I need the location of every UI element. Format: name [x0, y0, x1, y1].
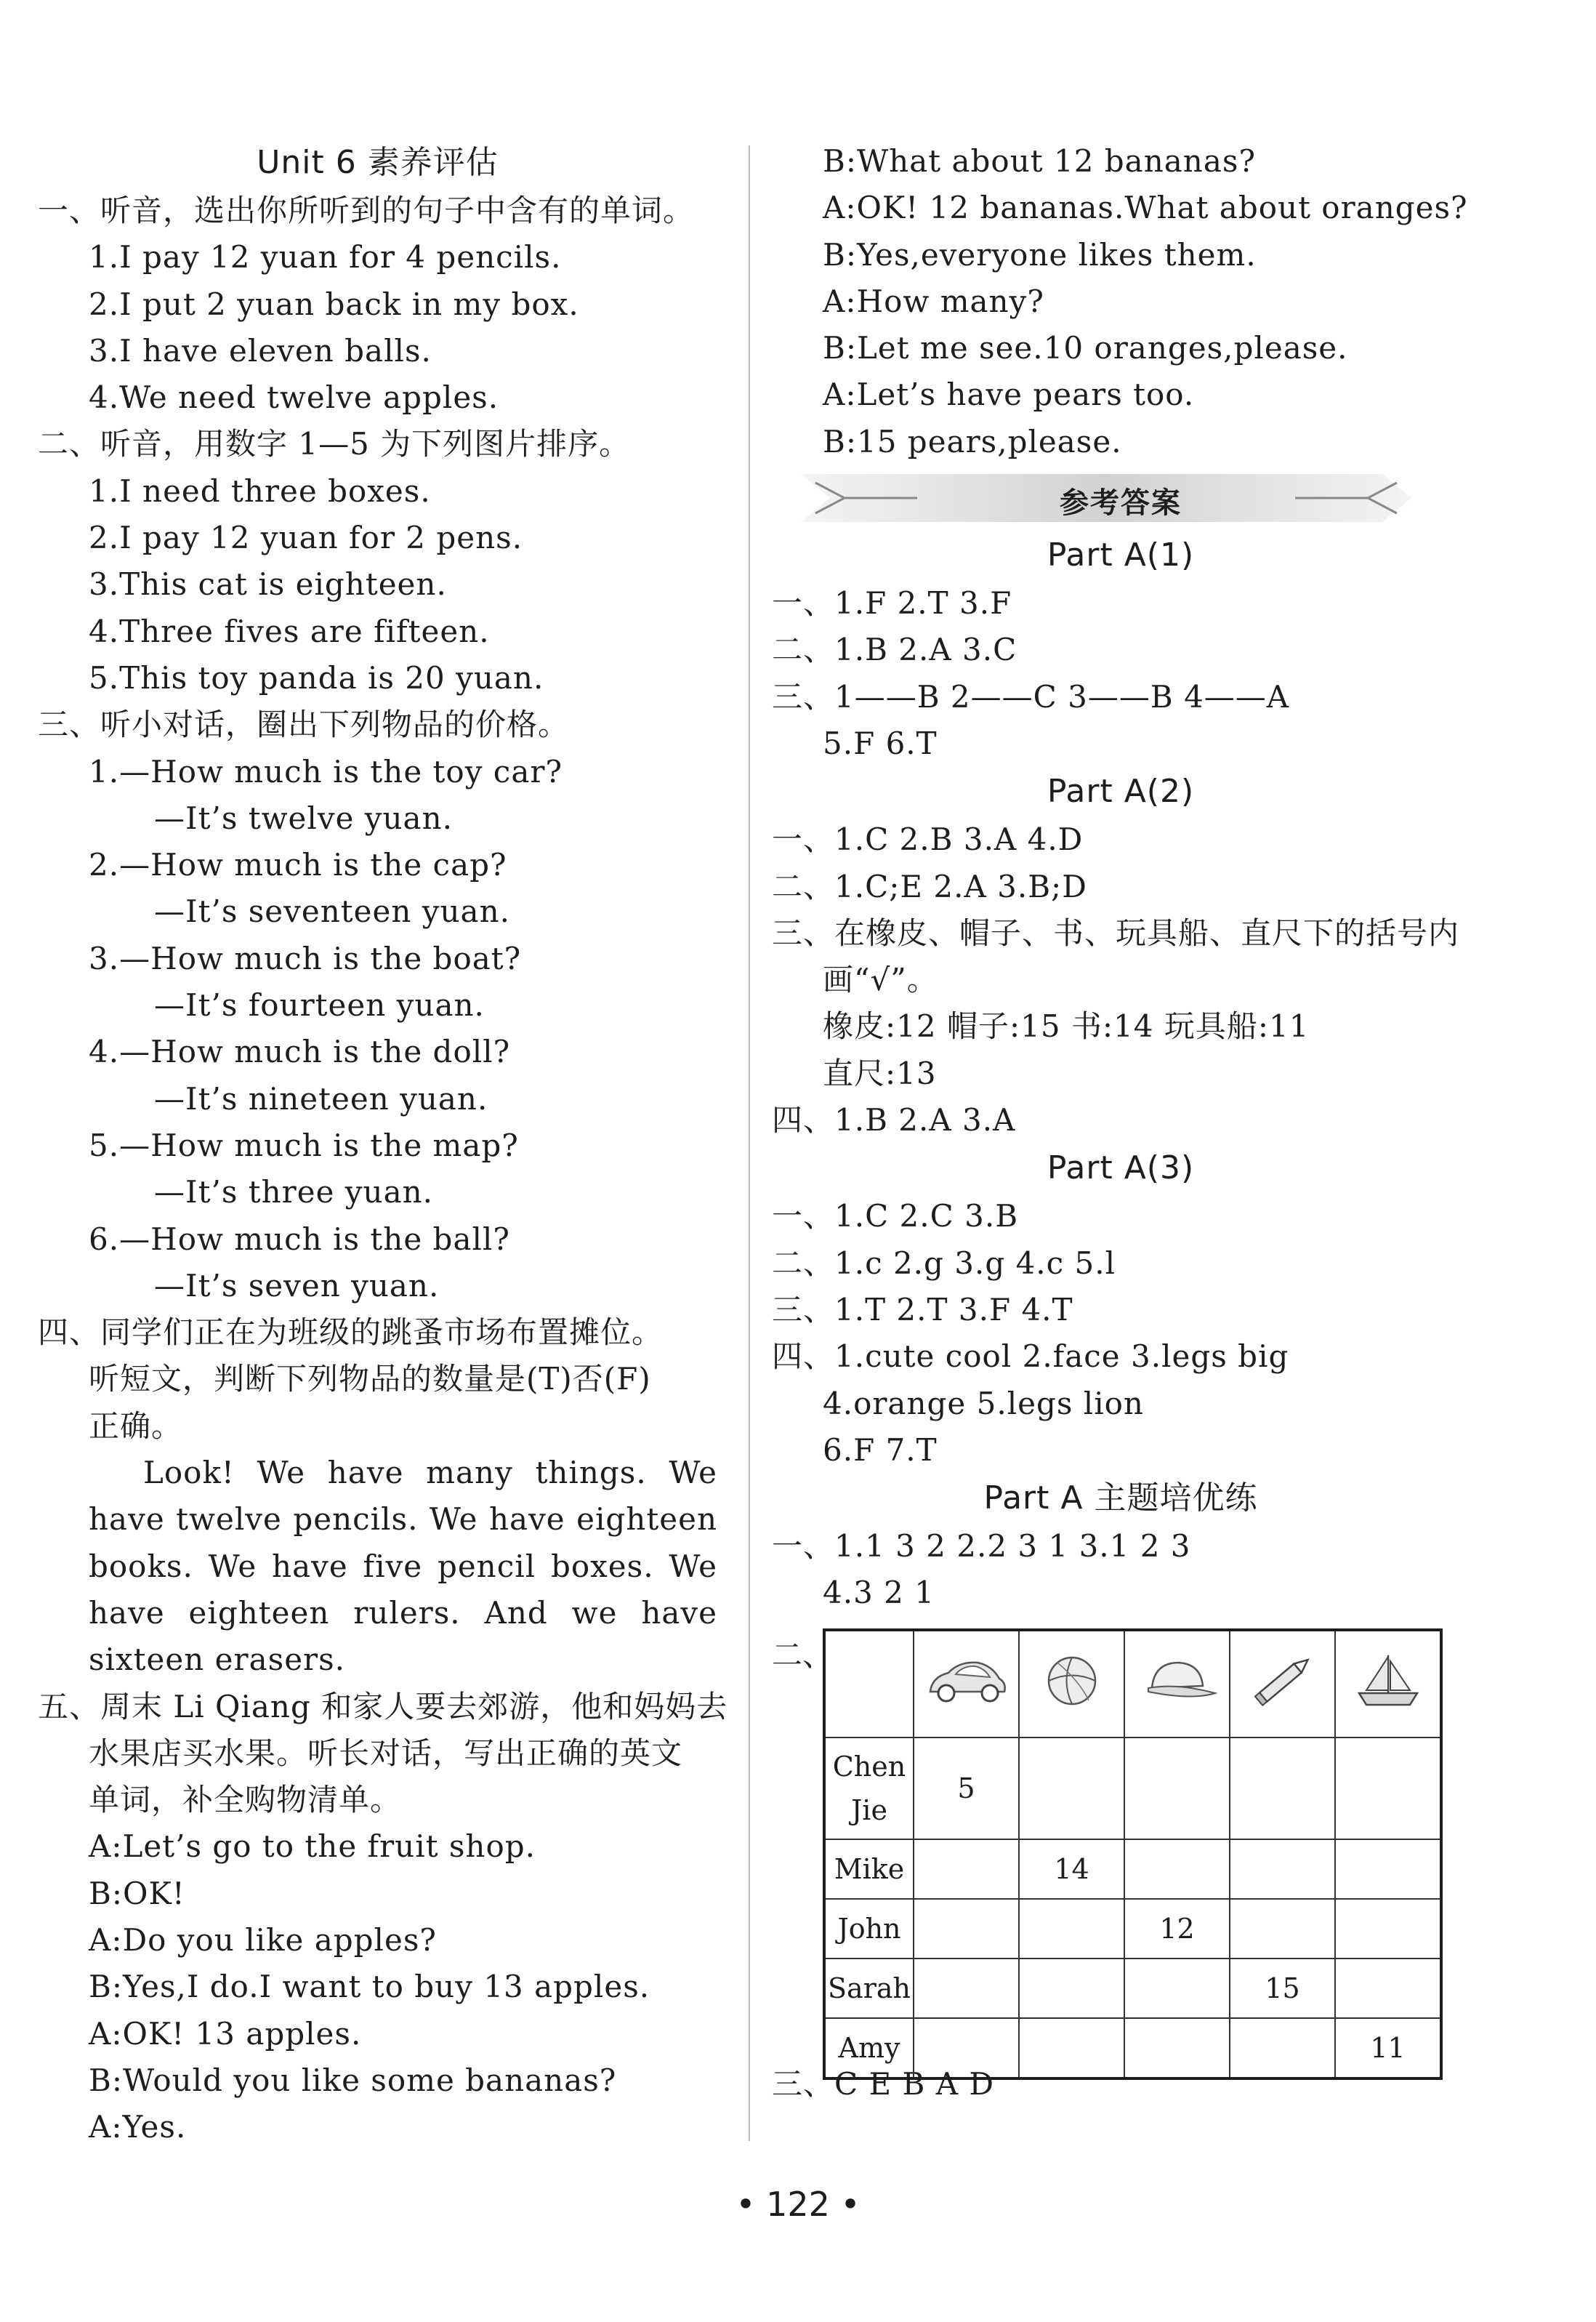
table-cell: [1335, 1839, 1441, 1899]
answer-line: 4.3 2 1: [823, 1575, 935, 1611]
table-cell: [914, 1839, 1019, 1899]
answer-line: 直尺:13: [823, 1055, 937, 1091]
table-cell: [1230, 1738, 1335, 1839]
section-heading: 三、听小对话，圈出下列物品的价格。: [38, 707, 570, 743]
list-item: 4.We need twelve apples.: [89, 379, 499, 416]
section-1: [38, 188, 717, 421]
student-name: Amy: [824, 2018, 914, 2078]
dialog-answer: —It’s nineteen yuan.: [154, 1080, 488, 1117]
table-cell: [1124, 1959, 1230, 2018]
answer-line: 二、1.B 2.A 3.C: [772, 632, 1017, 668]
answer-line: 一、1.F 2.T 3.F: [772, 585, 1012, 622]
dialog-question: 4.—How much is the doll?: [89, 1034, 511, 1070]
student-name: Sarah: [824, 1959, 914, 2018]
dialog-line: B:Yes,everyone likes them.: [823, 236, 1257, 273]
page-title: Unit 6 素养评估: [257, 144, 499, 181]
table-cell: [1019, 1959, 1124, 2018]
toy-car-icon: [914, 1630, 1019, 1738]
cap-icon: [1124, 1630, 1230, 1738]
answer-line: 二、1.C;E 2.A 3.B;D: [772, 868, 1087, 904]
dialog-line: A:Yes.: [89, 2109, 187, 2145]
table-label: 二、: [772, 1636, 834, 1673]
answer-line: 四、1.cute cool 2.face 3.legs big: [772, 1338, 1289, 1375]
table-cell: [1124, 1738, 1230, 1839]
dialog-answer: —It’s fourteen yuan.: [154, 987, 485, 1024]
list-item: 3.This cat is eighteen.: [89, 566, 447, 603]
passage-text: Look! We have many things. We have twelve pencils. We have eighteen books. We have five pencil boxes. We have eighteen rulers. And we have sixteen erasers.: [89, 1455, 717, 1678]
list-item: 4.Three fives are fifteen.: [89, 613, 490, 649]
part-a1: [772, 531, 1470, 767]
table-cell: 11: [1335, 2018, 1441, 2078]
boat-icon: [1335, 1630, 1441, 1738]
answer-table-block: [772, 1621, 1470, 2064]
table-cell: [1019, 1899, 1124, 1959]
section-heading: 一、听音，选出你所听到的句子中含有的单词。: [38, 193, 695, 228]
table-corner-cell: [824, 1630, 914, 1738]
table-cell: [1335, 1959, 1441, 2018]
dialog-question: 5.—How much is the map?: [89, 1127, 519, 1163]
dialog-answer: —It’s seven yuan.: [154, 1267, 440, 1303]
right-column: [772, 138, 1470, 2108]
student-name: Mike: [824, 1839, 914, 1899]
section-heading-cont: 水果店买水果。听长对话，写出正确的英文: [89, 1735, 683, 1771]
table-row: [824, 1738, 1441, 1839]
answer-line: 橡皮:12 帽子:15 书:14 玩具船:11: [823, 1008, 1310, 1045]
answer-line: 4.orange 5.legs lion: [823, 1385, 1144, 1421]
section-5: [38, 1684, 728, 2151]
dialog-answer: —It’s three yuan.: [154, 1174, 434, 1210]
table-cell: [914, 1899, 1019, 1959]
section-2: [38, 421, 717, 702]
table-cell: [1124, 1839, 1230, 1899]
dialog-question: 2.—How much is the cap?: [89, 847, 507, 883]
dialog-question: 6.—How much is the ball?: [89, 1221, 510, 1257]
section-heading: 五、周末 Li Qiang 和家人要去郊游，他和妈妈去: [38, 1688, 728, 1724]
answer-line: 三、在橡皮、帽子、书、玩具船、直尺下的括号内: [772, 915, 1460, 951]
answer-line: 6.F 7.T: [823, 1431, 938, 1468]
section-heading-cont: 单词，补全购物清单。: [89, 1782, 402, 1818]
answer-line: 三、1.T 2.T 3.F 4.T: [772, 1291, 1073, 1327]
answer-line: 四、1.B 2.A 3.A: [772, 1102, 1016, 1138]
listening-passage: [38, 1450, 717, 1683]
part-title: Part A(2): [1047, 773, 1195, 811]
table-cell: [1019, 1738, 1124, 1839]
table-cell: 15: [1230, 1959, 1335, 2018]
part-a3: [772, 1144, 1470, 1474]
dialog-continuation: [772, 138, 1470, 465]
table-row: [824, 2018, 1441, 2078]
list-item: 2.I put 2 yuan back in my box.: [89, 286, 579, 322]
table-row: [824, 1899, 1441, 1959]
answer-line: 三、1——B 2——C 3——B 4——A: [772, 678, 1290, 715]
section-heading: 二、听音，用数字 1—5 为下列图片排序。: [38, 426, 631, 462]
section-4: [38, 1309, 717, 1683]
student-name: Chen Jie: [824, 1738, 914, 1839]
table-header-row: [824, 1630, 1441, 1738]
part-title: Part A 主题培优练: [983, 1479, 1258, 1517]
dialog-answer: —It’s twelve yuan.: [154, 800, 453, 836]
section-heading-cont: 听短文，判断下列物品的数量是(T)否(F): [89, 1361, 651, 1397]
answer-table: [823, 1628, 1443, 2080]
answer-line: 画“√”。: [823, 962, 938, 998]
table-cell: [1019, 2018, 1124, 2078]
student-name: John: [824, 1899, 914, 1959]
page-number: • 122 •: [735, 2185, 861, 2224]
dialog-line: B:What about 12 bananas?: [823, 143, 1256, 179]
part-a-theme: [772, 1474, 1470, 2108]
answer-line: 一、1.1 3 2 2.2 3 1 3.1 2 3: [772, 1528, 1191, 1564]
list-item: 5.This toy panda is 20 yuan.: [89, 659, 544, 696]
section-heading-cont: 正确。: [89, 1407, 183, 1444]
answer-line: 一、1.C 2.B 3.A 4.D: [772, 821, 1084, 858]
dialog-line: A:Do you like apples?: [89, 1921, 437, 1958]
section-heading: 四、同学们正在为班级的跳蚤市场布置摊位。: [38, 1314, 664, 1351]
dialog-answer: —It’s seventeen yuan.: [154, 893, 510, 930]
answer-line: 一、1.C 2.C 3.B: [772, 1198, 1019, 1234]
answer-key-banner: [772, 470, 1470, 528]
table-cell: 12: [1124, 1899, 1230, 1959]
answer-line: 5.F 6.T: [823, 725, 938, 761]
list-item: 2.I pay 12 yuan for 2 pens.: [89, 520, 523, 556]
dialog-line: B:Would you like some bananas?: [89, 2062, 617, 2098]
dialog-question: 3.—How much is the boat?: [89, 940, 522, 976]
table-cell: [1335, 1899, 1441, 1959]
pencil-icon: [1230, 1630, 1335, 1738]
table-cell: [1230, 2018, 1335, 2078]
table-row: [824, 1959, 1441, 2018]
answer-line: 二、1.c 2.g 3.g 4.c 5.l: [772, 1245, 1116, 1281]
dialog-line: A:How many?: [823, 283, 1044, 319]
section-3: [38, 702, 717, 1309]
dialog-line: B:Let me see.10 oranges,please.: [823, 330, 1348, 366]
table-cell: [1230, 1899, 1335, 1959]
table-cell: [914, 2018, 1019, 2078]
part-title: Part A(3): [1047, 1149, 1195, 1187]
table-cell: [914, 1959, 1019, 2018]
table-cell: [1230, 1839, 1335, 1899]
table-cell: [1335, 1738, 1441, 1839]
dialog-line: A:OK! 13 apples.: [89, 2015, 362, 2052]
left-column: [38, 138, 728, 2150]
dialog-line: B:Yes,I do.I want to buy 13 apples.: [89, 1969, 650, 2005]
table-cell: 5: [914, 1738, 1019, 1839]
part-title: Part A(1): [1047, 537, 1195, 574]
list-item: 1.I pay 12 yuan for 4 pencils.: [89, 239, 562, 276]
ball-icon: [1019, 1630, 1124, 1738]
table-cell: [1124, 2018, 1230, 2078]
dialog-line: B:15 pears,please.: [823, 423, 1122, 459]
dialog-line: A:OK! 12 bananas.What about oranges?: [823, 190, 1468, 226]
dialog-line: A:Let’s have pears too.: [823, 377, 1195, 413]
dialog-line: B:OK!: [89, 1875, 185, 1911]
table-cell: 14: [1019, 1839, 1124, 1899]
answer-line: 三、C E B A D: [772, 2065, 995, 2102]
banner-title: 参考答案: [1060, 486, 1182, 521]
dialog-question: 1.—How much is the toy car?: [89, 753, 563, 790]
dialog-line: A:Let’s go to the fruit shop.: [89, 1828, 536, 1865]
table-row: [824, 1839, 1441, 1899]
list-item: 3.I have eleven balls.: [89, 332, 432, 369]
list-item: 1.I need three boxes.: [89, 473, 431, 509]
column-divider: [749, 145, 750, 2141]
part-a2: [772, 767, 1470, 1144]
